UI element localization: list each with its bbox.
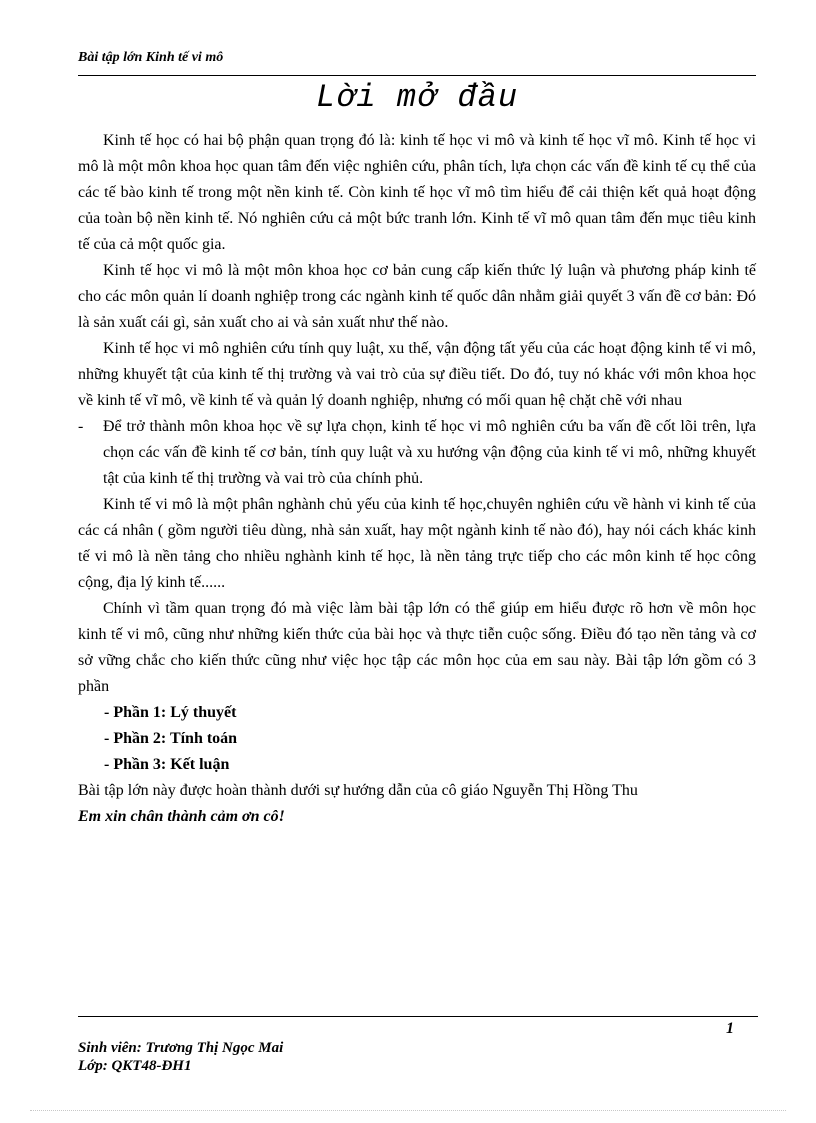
page-bottom-border bbox=[30, 1110, 786, 1111]
bullet-item bbox=[78, 414, 756, 492]
paragraph-micro-research: Kinh tế học vi mô nghiên cứu tính quy luật, xu thế, vận động tất yếu của các hoạt động kinh tế vi mô, những khuyết tật của kinh tế thị trường và vai trò của sự điều tiết. Do đó, tuy nó khác với môn khoa học về kinh tế vĩ mô, về kinh tế và quản lý doanh nghiệp, nhưng có mối quan hệ chặt chẽ với nhau bbox=[78, 340, 756, 409]
footer-rule bbox=[78, 1016, 758, 1017]
paragraph-importance: Chính vì tầm quan trọng đó mà việc làm bài tập lớn có thể giúp em hiểu được rõ hơn về môn học kinh tế vi mô, cũng như những kiến thức của bài học và thực tiễn cuộc sống. Điều đó tạo nền tảng và cơ sở vững chắc cho kiến thức cũng như việc học tập các môn học của em sau này. Bài tập lớn gồm có 3 phần bbox=[78, 600, 756, 695]
header-rule bbox=[78, 75, 756, 76]
bullet-text: Để trở thành môn khoa học về sự lựa chọn, kinh tế học vi mô nghiên cứu ba vấn đề cốt lõi trên, lựa chọn các vấn đề kinh tế cơ bản, tính quy luật và xu hướng vận động của kinh tế vi mô, những khuyết tật của kinh tế thị trường và vai trò của chính phủ. bbox=[103, 418, 756, 487]
bullet-dash: - bbox=[78, 418, 84, 435]
paragraph-intro: Kinh tế học có hai bộ phận quan trọng đó là: kinh tế học vi mô và kinh tế học vĩ mô. Kinh tế học vi mô là một môn khoa học quan tâm đến việc nghiên cứu, phân tích, lựa chọn các vấn đề kinh tế cụ thể của các tế bào kinh tế trong một nền kinh tế. Còn kinh tế học vĩ mô tìm hiểu để cải thiện kết quả hoạt động của toàn bộ nền kinh tế. Nó nghiên cứu cả một bức tranh lớn. Kinh tế vĩ mô quan tâm đến mục tiêu kinh tế của cả một quốc gia. bbox=[78, 132, 756, 253]
header-title: Bài tập lớn Kinh tế vi mô bbox=[78, 50, 224, 65]
page-title: Lời mở đầu bbox=[315, 79, 519, 116]
paragraph-micro-branch: Kinh tế vi mô là một phân nghành chủ yếu của kinh tế học,chuyên nghiên cứu về hành vi kinh tế của các cá nhân ( gồm người tiêu dùng, nhà sản xuất, hay một ngành kinh tế nào đó), hay nói cách khác kinh tế vi mô là nền tảng cho nhiều nghành kinh tế học, là nền tảng trực tiếp cho các môn kinh tế học công cộng, địa lý kinh tế...... bbox=[78, 496, 756, 591]
part-2: - Phần 2: Tính toán bbox=[104, 730, 238, 747]
paragraph-micro-definition: Kinh tế học vi mô là một môn khoa học cơ bản cung cấp kiến thức lý luận và phương pháp kinh tế cho các môn quản lí doanh nghiệp trong các ngành kinh tế quốc dân nhằm giải quyết 3 vấn đề cơ bản: Đó là sản xuất cái gì, sản xuất cho ai và sản xuất như thế nào. bbox=[78, 262, 756, 331]
guidance-line: Bài tập lớn này được hoàn thành dưới sự hướng dẫn của cô giáo Nguyễn Thị Hồng Thu bbox=[78, 782, 638, 799]
footer-class: Lớp: QKT48-ĐH1 bbox=[78, 1058, 192, 1074]
footer-student: Sinh viên: Trương Thị Ngọc Mai bbox=[78, 1040, 284, 1056]
part-3: - Phần 3: Kết luận bbox=[104, 756, 230, 773]
page-number: 1 bbox=[726, 1020, 734, 1037]
document-body bbox=[78, 128, 756, 830]
thanks-line: Em xin chân thành cảm ơn cô! bbox=[78, 808, 285, 825]
part-1: - Phần 1: Lý thuyết bbox=[104, 704, 237, 721]
